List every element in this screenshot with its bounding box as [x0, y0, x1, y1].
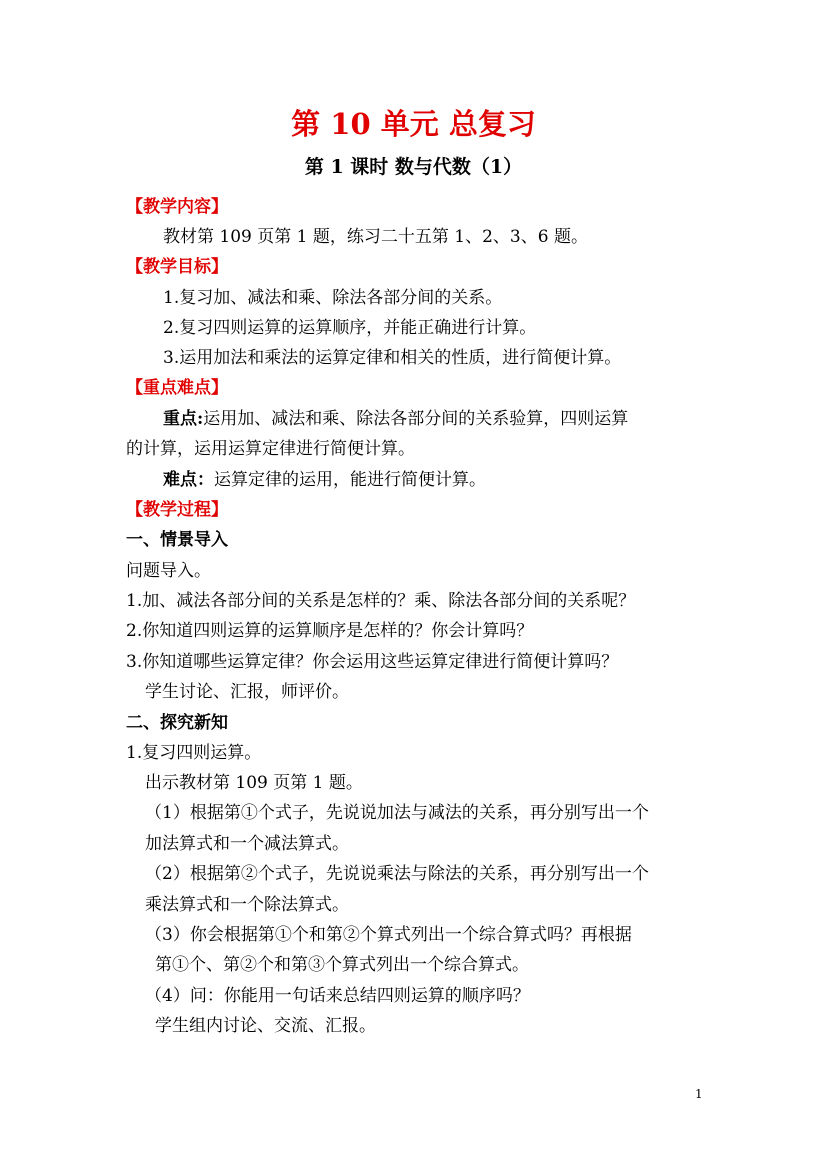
- difficult-point-label: 难点：: [163, 470, 214, 490]
- goal-item-2: 2.复习四则运算的运算顺序，并能正确进行计算。: [163, 318, 537, 338]
- heading-teaching-goals: 【教学目标】: [126, 257, 228, 277]
- goal-item-3: 3.运用加法和乘法的运算定律和相关的性质，进行简便计算。: [163, 348, 622, 368]
- key-point-line-1: [163, 407, 628, 431]
- part-1-line-a: （1）根据第①个式子，先说说加法与减法的关系，再分别写出一个: [145, 803, 649, 823]
- goal-item-1: 1.复习加、减法和乘、除法各部分间的关系。: [163, 288, 503, 308]
- difficult-point-text: 运算定律的运用，能进行简便计算。: [214, 470, 486, 490]
- teaching-content-text: 教材第 109 页第 1 题，练习二十五第 1、2、3、6 题。: [163, 227, 588, 247]
- question-1: 1.加、减法各部分间的关系是怎样的？乘、除法各部分间的关系呢？: [126, 591, 636, 611]
- section-2-title: 二、探究新知: [126, 713, 228, 733]
- part-2-line-a: （2）根据第②个式子，先说说乘法与除法的关系，再分别写出一个: [145, 864, 649, 884]
- part-3-line-b: 第①个、第②个和第③个算式列出一个综合算式。: [155, 955, 529, 975]
- heading-teaching-process: 【教学过程】: [126, 500, 228, 520]
- part-4: （4）问：你能用一句话来总结四则运算的顺序吗？: [145, 986, 530, 1006]
- section-2-discussion: 学生组内讨论、交流、汇报。: [155, 1016, 376, 1036]
- section-1-discussion: 学生讨论、汇报，师评价。: [145, 682, 349, 702]
- key-point-label: 重点:: [163, 409, 204, 429]
- page-title: 第 10 单元 总复习: [291, 107, 536, 141]
- part-2-line-b: 乘法算式和一个除法算式。: [145, 895, 349, 915]
- key-point-line-2: 的计算，运用运算定律进行简便计算。: [126, 439, 415, 459]
- part-3-line-a: （3）你会根据第①个和第②个算式列出一个综合算式吗？再根据: [145, 925, 632, 945]
- part-1-line-b: 加法算式和一个减法算式。: [145, 834, 349, 854]
- section-1-intro: 问题导入。: [126, 561, 211, 581]
- section-2-item-1: 1.复习四则运算。: [126, 743, 262, 763]
- page-number: 1: [695, 1087, 703, 1101]
- question-3: 3.你知道哪些运算定律？你会运用这些运算定律进行简便计算吗？: [126, 652, 619, 672]
- heading-teaching-content: 【教学内容】: [126, 197, 228, 217]
- section-2-show: 出示教材第 109 页第 1 题。: [145, 773, 363, 793]
- heading-key-difficult: 【重点难点】: [126, 378, 228, 398]
- question-2: 2.你知道四则运算的运算顺序是怎样的？你会计算吗？: [126, 621, 534, 641]
- lesson-subtitle: 第 1 课时 数与代数（1）: [304, 156, 523, 178]
- section-1-title: 一、情景导入: [126, 530, 228, 550]
- difficult-point-line: [163, 468, 486, 492]
- key-point-text: 运用加、减法和乘、除法各部分间的关系验算，四则运算: [203, 409, 629, 429]
